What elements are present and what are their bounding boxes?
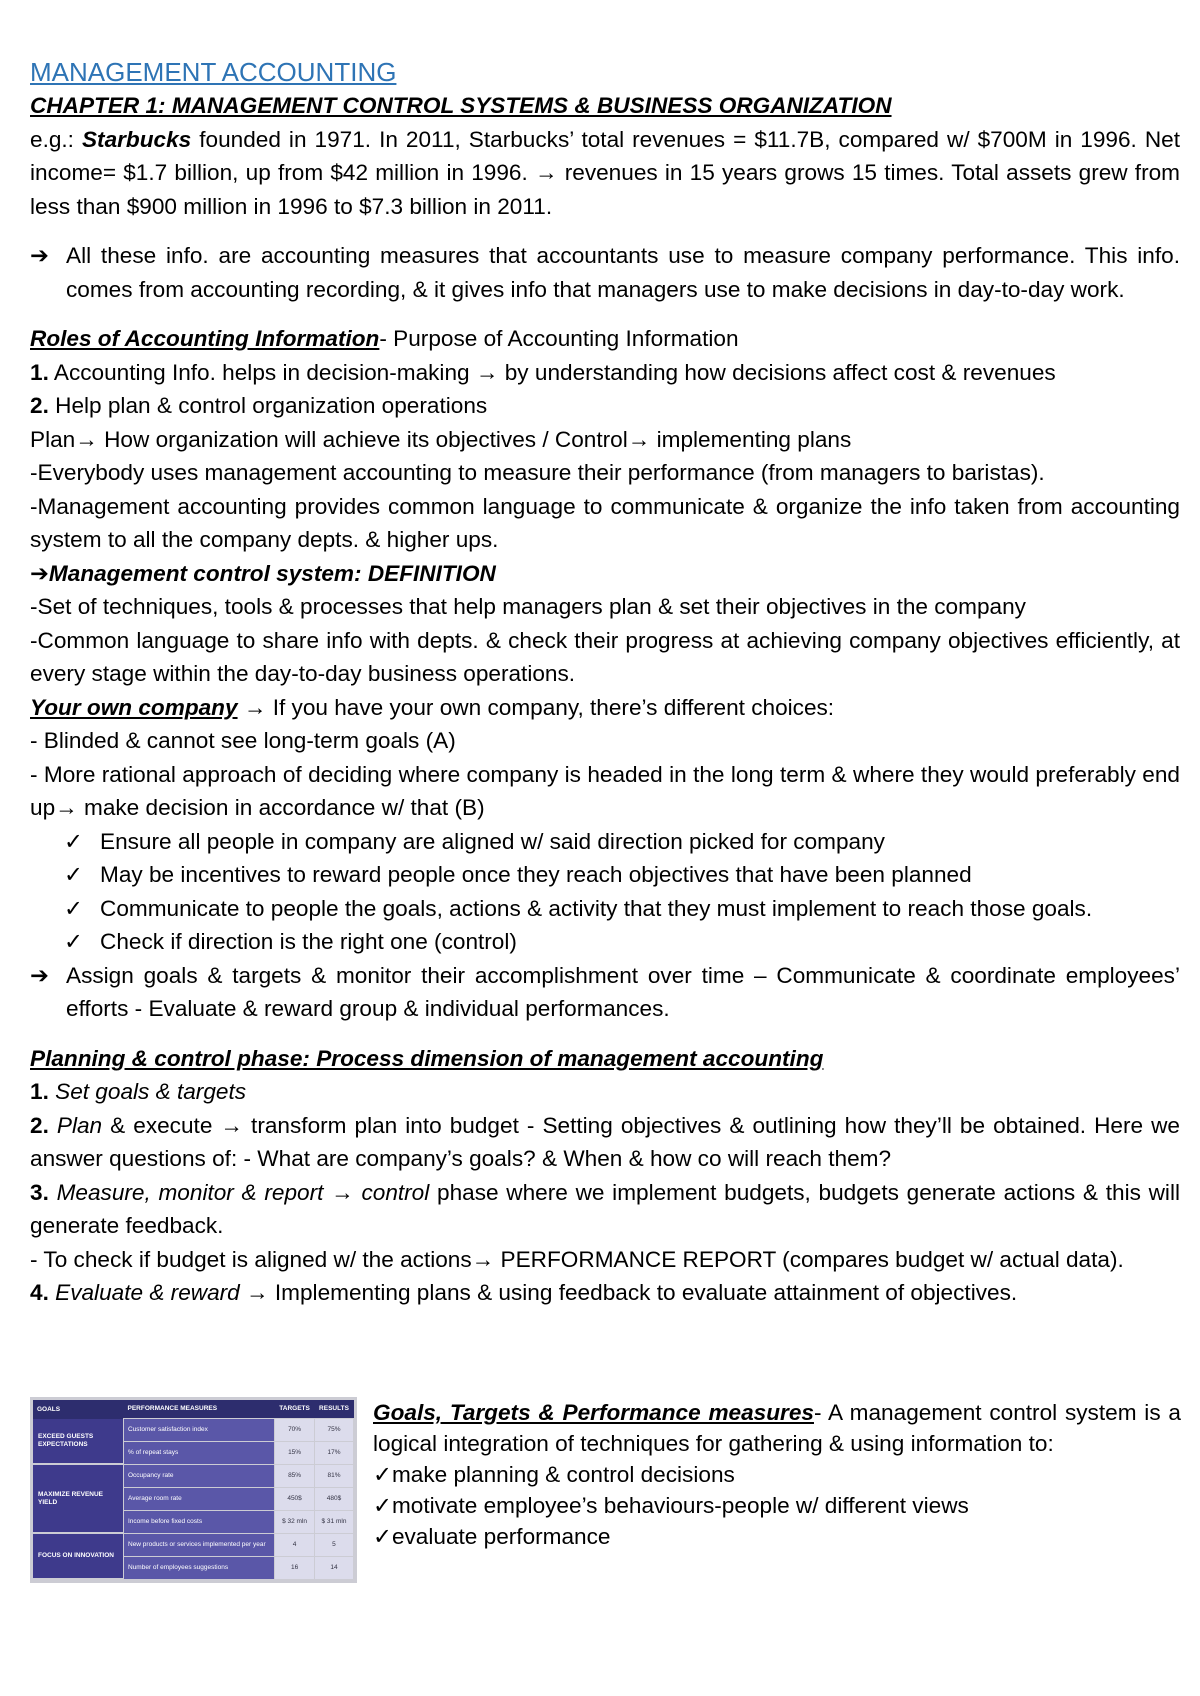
list-item: ✓make planning & control decisions [373,1462,735,1487]
planning-step-2: 2. Plan & execute → transform plan into budget - Setting objectives & outlining how they’ll be obtained. Here we answer questions of: - What are company’s goals? & When & how co will reach them? [30,1112,1181,1171]
roles-everybody-line: -Everybody uses management accounting to measure their performance (from managers to baristas). [30,460,1045,485]
arrow-point-accounting-measures [30,239,1180,306]
mcs-line-1: -Set of techniques, tools & processes that help managers plan & set their objectives in the company [30,594,1026,619]
arrow-icon: ➔ [30,243,49,268]
list-item: ✓evaluate performance [373,1524,611,1549]
goals-intro [373,1397,1181,1459]
check-icon: ✓ [373,1493,392,1518]
own-company-heading-line [30,691,1180,725]
intro-company: Starbucks [81,126,192,152]
list-item: ✓ Communicate to people the goals, actions & activity that they must implement to reach those goals. [64,892,1180,926]
planning-step-4: 4. Evaluate & reward → Implementing plans & using feedback to evaluate attainment of objectives. [30,1280,1018,1305]
table-goal-cell: MAXIMIZE REVENUE YIELD [33,1464,124,1533]
table-header-row [33,1400,354,1419]
intro-prefix: e.g.: [30,126,82,152]
table-measure-cell: Income before fixed costs [124,1510,275,1533]
goals-heading: Goals, Targets & Performance measures [373,1400,814,1425]
intro-text: founded in 1971. In 2011, Starbucks’ total revenues = $11.7B, compared w/ $700M in 1996. Net income= $1.7 billion, up from $42 million in 1996. → revenues in 15 years grows 15 times. Total assets grew from less than $900 million in 1996 to $7.3 billion in 2011. [30,126,1181,219]
table-row [33,1533,354,1556]
table-measure-cell: New products or services implemented per year [124,1533,275,1556]
check-icon: ✓ [64,929,83,954]
table-row [33,1419,354,1442]
own-company-choice-a: - Blinded & cannot see long-term goals (A) [30,728,456,753]
chapter-heading: CHAPTER 1: MANAGEMENT CONTROL SYSTEMS & BUSINESS ORGANIZATION [30,93,892,118]
table-result-cell: $ 31 mln [314,1510,353,1533]
arrow-point-text: All these info. are accounting measures that accountants use to measure company performance. This info. comes from accounting recording, & it gives info that managers use to make decisions in day-to-day work. [66,243,1180,302]
check-icon: ✓ [373,1462,392,1487]
mcs-line-2: -Common language to share info with depts. & check their progress at achieving company objectives efficiently, at every stage within the day-to-day business operations. [30,627,1180,686]
mcs-definition-heading: ➔Management control system: DEFINITION [30,560,496,586]
table-target-cell: 85% [275,1464,315,1487]
planning-step-3: 3. Measure, monitor & report → control phase where we implement budgets, budgets generate actions & this will generate feedback. [30,1179,1180,1238]
table-target-cell: 70% [275,1419,315,1442]
roles-item-1: 1. Accounting Info. helps in decision-making → by understanding how decisions affect cost & revenues [30,359,1056,385]
roles-heading-suffix: - Purpose of Accounting Information [379,326,739,351]
table-header-cell: RESULTS [314,1400,353,1419]
table-goal-cell: EXCEED GUESTS EXPECTATIONS [33,1419,124,1465]
table-measure-cell: Number of employees suggestions [124,1556,275,1579]
own-company-heading-suffix: → If you have your own company, there’s different choices: [237,694,835,720]
performance-measures-table [30,1397,357,1583]
planning-step-1: 1. Set goals & targets [30,1079,247,1104]
intro-paragraph [30,123,1180,224]
table-goal-cell: FOCUS ON INNOVATION [33,1533,124,1579]
table-row [33,1464,354,1487]
goals-heading-suffix: - A management control system is a logical integration of techniques for gathering & using information to: [373,1400,1181,1456]
roles-heading-line [30,322,1180,356]
planning-heading: Planning & control phase: Process dimension of management accounting [30,1045,824,1071]
check-icon: ✓ [373,1524,392,1549]
table-target-cell: 450$ [275,1487,315,1510]
table-measure-cell: Average room rate [124,1487,275,1510]
list-item: ✓ Check if direction is the right one (control) [64,925,1180,959]
table-header-cell: PERFORMANCE MEASURES [124,1400,275,1419]
check-icon: ✓ [64,895,83,921]
planning-check-line: - To check if budget is aligned w/ the actions→ PERFORMANCE REPORT (compares budget w/ actual data). [30,1246,1124,1272]
list-item: ✓ Ensure all people in company are aligned w/ said direction picked for company [64,825,1180,859]
table-measure-cell: % of repeat stays [124,1441,275,1464]
table-measure-cell: Customer satisfaction index [124,1419,275,1442]
table-result-cell: 14 [314,1556,353,1579]
table-result-cell: 480$ [314,1487,353,1510]
own-company-checklist [30,825,1180,959]
table-target-cell: $ 32 mln [275,1510,315,1533]
list-item: ✓ May be incentives to reward people once they reach objectives that have been planned [64,858,1180,892]
check-icon: ✓ [64,828,83,854]
check-icon: ✓ [64,862,83,887]
own-company-choice-b: - More rational approach of deciding where company is headed in the long term & where they would preferably end up→ make decision in accordance w/ that (B) [30,761,1180,820]
roles-plan-line: Plan→ How organization will achieve its objectives / Control→ implementing plans [30,426,852,452]
table-target-cell: 15% [275,1441,315,1464]
document-title: MANAGEMENT ACCOUNTING [30,57,397,87]
roles-item-2: 2. Help plan & control organization operations [30,393,488,418]
roles-heading: Roles of Accounting Information [30,326,380,351]
table-target-cell: 4 [275,1533,315,1556]
goals-text-column [373,1397,1181,1552]
table-result-cell: 75% [314,1419,353,1442]
arrow-icon: ➔ [30,962,49,988]
table-header-cell: GOALS [33,1400,124,1419]
table-target-cell: 16 [275,1556,315,1579]
document-page [30,55,1180,1310]
table-measure-cell: Occupancy rate [124,1464,275,1487]
table-result-cell: 17% [314,1441,353,1464]
table-header-cell: TARGETS [275,1400,315,1419]
table-result-cell: 81% [314,1464,353,1487]
own-company-heading: Your own company [30,694,238,720]
arrow-point-assign-goals: ➔ Assign goals & targets & monitor their accomplishment over time – Communicate & coordinate employees’ efforts - Evaluate & reward group & individual performances. [30,959,1180,1026]
roles-common-language-line: -Management accounting provides common language to communicate & organize the info taken from accounting system to all the company depts. & higher ups. [30,493,1180,552]
table-result-cell: 5 [314,1533,353,1556]
list-item: ✓motivate employee’s behaviours-people w/ different views [373,1493,969,1518]
